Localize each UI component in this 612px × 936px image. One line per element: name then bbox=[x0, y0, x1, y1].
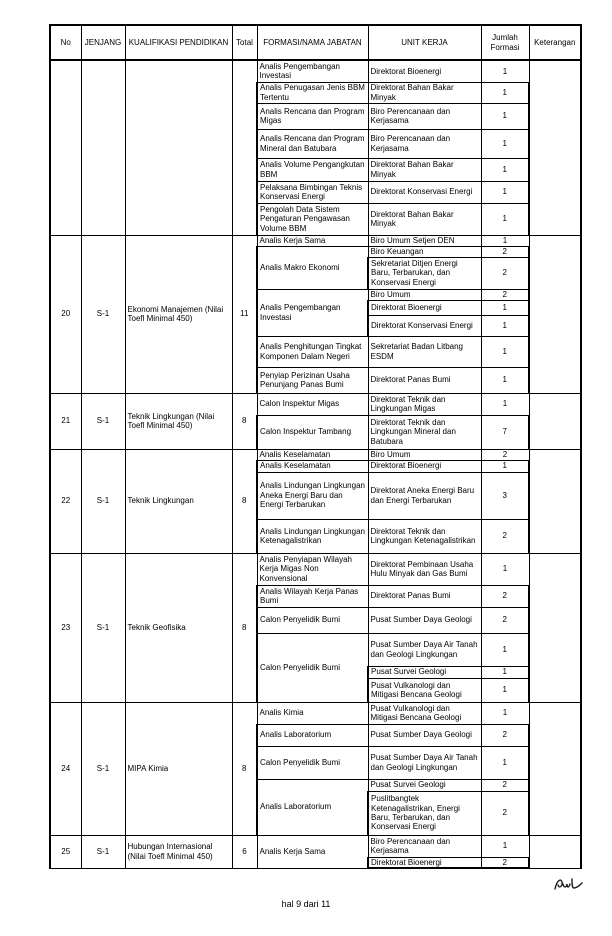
kualifikasi-cell: Teknik Lingkungan bbox=[125, 449, 232, 553]
jenjang-cell: S-1 bbox=[81, 702, 125, 835]
unit-cell: Biro Perencanaan dan Kerjasama bbox=[368, 103, 481, 129]
formasi-cell: Analis Laboratorium bbox=[257, 779, 368, 835]
formasi-cell: Analis Kerja Sama bbox=[257, 835, 368, 868]
kualifikasi-cell: Teknik Geofisika bbox=[125, 553, 232, 702]
jumlah-cell: 2 bbox=[481, 791, 529, 835]
formasi-cell: Analis Rencana dan Program Mineral dan Batubara bbox=[257, 129, 368, 158]
table-row bbox=[50, 60, 581, 82]
formasi-cell: Calon Inspektur Migas bbox=[257, 393, 368, 415]
formasi-cell: Analis Laboratorium bbox=[257, 724, 368, 746]
unit-cell: Pusat Sumber Daya Air Tanah dan Geologi Lingkungan bbox=[368, 633, 481, 666]
jumlah-cell: 2 bbox=[481, 779, 529, 791]
unit-cell: Direktorat Teknik dan Lingkungan Mineral dan Batubara bbox=[368, 415, 481, 449]
jumlah-cell: 1 bbox=[481, 678, 529, 702]
jumlah-cell: 1 bbox=[481, 203, 529, 235]
unit-cell: Direktorat Bahan Bakar Minyak bbox=[368, 203, 481, 235]
formasi-cell: Calon Penyelidik Bumi bbox=[257, 633, 368, 702]
header-formasi: FORMASI/NAMA JABATAN bbox=[257, 25, 368, 60]
jumlah-cell: 1 bbox=[481, 181, 529, 203]
jenjang-cell: S-1 bbox=[81, 553, 125, 702]
formasi-cell: Analis Kimia bbox=[257, 702, 368, 724]
unit-cell: Direktorat Bahan Bakar Minyak bbox=[368, 82, 481, 103]
unit-cell: Direktorat Konservasi Energi bbox=[368, 181, 481, 203]
jenjang-cell: S-1 bbox=[81, 449, 125, 553]
unit-cell: Direktorat Bioenergi bbox=[368, 857, 481, 868]
jumlah-cell: 1 bbox=[481, 129, 529, 158]
keterangan-cell bbox=[529, 235, 581, 393]
formasi-cell: Calon Inspektur Tambang bbox=[257, 415, 368, 449]
table-row bbox=[50, 553, 581, 585]
jumlah-cell: 2 bbox=[481, 257, 529, 289]
jumlah-cell: 2 bbox=[481, 607, 529, 633]
unit-cell: Direktorat Bioenergi bbox=[368, 460, 481, 472]
unit-cell: Direktorat Konservasi Energi bbox=[368, 315, 481, 336]
total-cell: 8 bbox=[232, 553, 257, 702]
unit-cell: Direktorat Bioenergi bbox=[368, 300, 481, 315]
formasi-cell: Pelaksana Bimbingan Teknis Konservasi Energi bbox=[257, 181, 368, 203]
jumlah-cell: 1 bbox=[481, 336, 529, 367]
unit-cell: Puslitbangtek Ketenagalistrikan, Energi Baru, Terbarukan, dan Konservasi Energi bbox=[368, 791, 481, 835]
unit-cell: Pusat Sumber Daya Air Tanah dan Geologi Lingkungan bbox=[368, 746, 481, 779]
formasi-cell: Analis Lindungan Lingkungan Aneka Energi Baru dan Energi Terbarukan bbox=[257, 472, 368, 519]
header-jumlah: Jumlah Formasi bbox=[481, 25, 529, 60]
formasi-cell: Analis Pengembangan Investasi bbox=[257, 289, 368, 336]
unit-cell: Direktorat Aneka Energi Baru dan Energi Terbarukan bbox=[368, 472, 481, 519]
total-cell: 8 bbox=[232, 449, 257, 553]
jumlah-cell: 2 bbox=[481, 246, 529, 257]
header-jenjang: JENJANG bbox=[81, 25, 125, 60]
unit-cell: Direktorat Teknik dan Lingkungan Ketenagalistrikan bbox=[368, 519, 481, 553]
jumlah-cell: 2 bbox=[481, 585, 529, 607]
unit-cell: Biro Perencanaan dan Kerjasama bbox=[368, 835, 481, 857]
jenjang-cell bbox=[81, 60, 125, 235]
jumlah-cell: 1 bbox=[481, 82, 529, 103]
jumlah-cell: 1 bbox=[481, 460, 529, 472]
formasi-cell: Analis Penugasan Jenis BBM Tertentu bbox=[257, 82, 368, 103]
jumlah-cell: 1 bbox=[481, 835, 529, 857]
jumlah-cell: 1 bbox=[481, 746, 529, 779]
total-cell: 8 bbox=[232, 393, 257, 449]
table-row bbox=[50, 393, 581, 415]
jumlah-cell: 1 bbox=[481, 235, 529, 246]
signature-initial bbox=[553, 876, 583, 892]
jumlah-cell: 1 bbox=[481, 315, 529, 336]
jumlah-cell: 2 bbox=[481, 857, 529, 868]
kualifikasi-cell bbox=[125, 60, 232, 235]
header-keterangan: Keterangan bbox=[529, 25, 581, 60]
unit-cell: Biro Perencanaan dan Kerjasama bbox=[368, 129, 481, 158]
keterangan-cell bbox=[529, 553, 581, 702]
table-row bbox=[50, 702, 581, 724]
header-kualifikasi: KUALIFIKASI PENDIDIKAN bbox=[125, 25, 232, 60]
formasi-cell: Analis Rencana dan Program Migas bbox=[257, 103, 368, 129]
jenjang-cell: S-1 bbox=[81, 835, 125, 868]
formasi-cell: Analis Wilayah Kerja Panas Bumi bbox=[257, 585, 368, 607]
unit-cell: Direktorat Panas Bumi bbox=[368, 585, 481, 607]
jumlah-cell: 7 bbox=[481, 415, 529, 449]
jumlah-cell: 3 bbox=[481, 472, 529, 519]
header-no: No bbox=[50, 25, 81, 60]
header-total: Total bbox=[232, 25, 257, 60]
unit-cell: Biro Keuangan bbox=[368, 246, 481, 257]
unit-cell: Pusat Survei Geologi bbox=[368, 666, 481, 678]
formasi-cell: Analis Makro Ekonomi bbox=[257, 246, 368, 289]
jenjang-cell: S-1 bbox=[81, 235, 125, 393]
unit-cell: Pusat Vulkanologi dan Mitigasi Bencana Geologi bbox=[368, 678, 481, 702]
no-cell: 21 bbox=[50, 393, 81, 449]
jumlah-cell: 1 bbox=[481, 367, 529, 393]
total-cell bbox=[232, 60, 257, 235]
formasi-cell: Penyiap Perizinan Usaha Penunjang Panas Bumi bbox=[257, 367, 368, 393]
total-cell: 11 bbox=[232, 235, 257, 393]
unit-cell: Biro Umum Setjen DEN bbox=[368, 235, 481, 246]
formasi-cell: Analis Kerja Sama bbox=[257, 235, 368, 246]
keterangan-cell bbox=[529, 449, 581, 553]
unit-cell: Direktorat Pembinaan Usaha Hulu Minyak dan Gas Bumi bbox=[368, 553, 481, 585]
formasi-cell: Analis Penyiapan Wilayah Kerja Migas Non Konvensional bbox=[257, 553, 368, 585]
unit-cell: Sekretariat Badan Litbang ESDM bbox=[368, 336, 481, 367]
table-row bbox=[50, 235, 581, 246]
unit-cell: Direktorat Bioenergi bbox=[368, 60, 481, 82]
formasi-cell: Analis Lindungan Lingkungan Ketenagalistrikan bbox=[257, 519, 368, 553]
unit-cell: Pusat Sumber Daya Geologi bbox=[368, 607, 481, 633]
header-row bbox=[50, 25, 581, 60]
jumlah-cell: 2 bbox=[481, 519, 529, 553]
unit-cell: Pusat Survei Geologi bbox=[368, 779, 481, 791]
header-unit: UNIT KERJA bbox=[368, 25, 481, 60]
unit-cell: Pusat Sumber Daya Geologi bbox=[368, 724, 481, 746]
jumlah-cell: 2 bbox=[481, 449, 529, 460]
jumlah-cell: 1 bbox=[481, 666, 529, 678]
jumlah-cell: 1 bbox=[481, 702, 529, 724]
total-cell: 8 bbox=[232, 702, 257, 835]
formasi-cell: Calon Penyelidik Bumi bbox=[257, 607, 368, 633]
unit-cell: Biro Umum bbox=[368, 289, 481, 300]
page-footer: hal 9 dari 11 bbox=[281, 899, 331, 909]
unit-cell: Direktorat Bahan Bakar Minyak bbox=[368, 158, 481, 181]
no-cell: 25 bbox=[50, 835, 81, 868]
formasi-cell: Analis Pengembangan Investasi bbox=[257, 60, 368, 82]
kualifikasi-cell: Ekonomi Manajemen (Nilai Toefl Minimal 450) bbox=[125, 235, 232, 393]
no-cell: 20 bbox=[50, 235, 81, 393]
kualifikasi-cell: Hubungan Internasional (Nilai Toefl Minimal 450) bbox=[125, 835, 232, 868]
no-cell: 23 bbox=[50, 553, 81, 702]
unit-cell: Pusat Vulkanologi dan Mitigasi Bencana Geologi bbox=[368, 702, 481, 724]
unit-cell: Direktorat Teknik dan Lingkungan Migas bbox=[368, 393, 481, 415]
keterangan-cell bbox=[529, 393, 581, 449]
jumlah-cell: 1 bbox=[481, 393, 529, 415]
no-cell: 24 bbox=[50, 702, 81, 835]
formasi-cell: Analis Keselamatan bbox=[257, 460, 368, 472]
no-cell: 22 bbox=[50, 449, 81, 553]
keterangan-cell bbox=[529, 702, 581, 835]
kualifikasi-cell: Teknik Lingkungan (Nilai Toefl Minimal 450) bbox=[125, 393, 232, 449]
formasi-cell: Pengolah Data Sistem Pengaturan Pengawasan Volume BBM bbox=[257, 203, 368, 235]
jumlah-cell: 2 bbox=[481, 289, 529, 300]
keterangan-cell bbox=[529, 835, 581, 868]
unit-cell: Sekretariat Ditjen Energi Baru, Terbarukan, dan Konservasi Energi bbox=[368, 257, 481, 289]
jenjang-cell: S-1 bbox=[81, 393, 125, 449]
unit-cell: Biro Umum bbox=[368, 449, 481, 460]
formasi-cell: Analis Volume Pengangkutan BBM bbox=[257, 158, 368, 181]
table-row bbox=[50, 835, 581, 857]
jumlah-cell: 1 bbox=[481, 158, 529, 181]
unit-cell: Direktorat Panas Bumi bbox=[368, 367, 481, 393]
total-cell: 6 bbox=[232, 835, 257, 868]
table-row bbox=[50, 449, 581, 460]
kualifikasi-cell: MIPA Kimia bbox=[125, 702, 232, 835]
no-cell bbox=[50, 60, 81, 235]
jumlah-cell: 1 bbox=[481, 633, 529, 666]
jumlah-cell: 1 bbox=[481, 553, 529, 585]
jumlah-cell: 1 bbox=[481, 300, 529, 315]
formasi-table bbox=[49, 24, 582, 869]
jumlah-cell: 2 bbox=[481, 724, 529, 746]
jumlah-cell: 1 bbox=[481, 60, 529, 82]
formasi-cell: Analis Keselamatan bbox=[257, 449, 368, 460]
keterangan-cell bbox=[529, 60, 581, 235]
formasi-cell: Calon Penyelidik Bumi bbox=[257, 746, 368, 779]
jumlah-cell: 1 bbox=[481, 103, 529, 129]
formasi-cell: Analis Penghitungan Tingkat Komponen Dalam Negeri bbox=[257, 336, 368, 367]
